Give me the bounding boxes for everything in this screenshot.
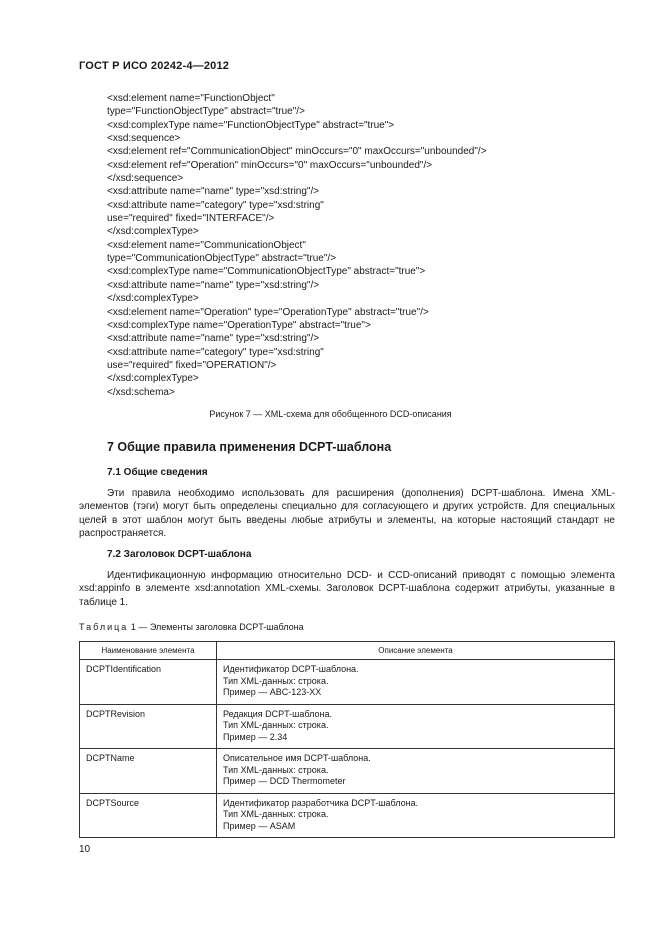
element-description-cell [217,793,615,838]
figure-caption: Рисунок 7 — XML-схема для обобщенного DCD-описания [209,409,452,419]
table-row [80,793,615,838]
description-line: Тип XML-данных: строка. [223,675,329,686]
code-line: </xsd:complexType> [107,373,199,385]
code-line: <xsd:attribute name="name" type="xsd:string"/> [107,186,320,198]
table-caption-prefix: Таблица [79,622,129,632]
code-line: </xsd:complexType> [107,293,199,305]
table-row [80,660,615,705]
code-line: <xsd:complexType name="CommunicationObjectType" abstract="true"> [107,266,426,278]
subsection-heading-7-2: 7.2 Заголовок DCPT-шаблона [107,549,252,560]
code-line: <xsd:attribute name="category" type="xsd:string" [107,199,324,211]
description-line: Пример — ASAM [223,820,296,831]
section-heading: 7 Общие правила применения DCPT-шаблона [107,440,392,454]
element-name-cell: DCPTRevision [80,704,217,749]
table-caption-text: 1 — Элементы заголовка DCPT-шаблона [130,622,304,632]
code-line: <xsd:attribute name="name" type="xsd:string"/> [107,333,320,345]
code-line: type="CommunicationObjectType" abstract="true"/> [107,253,337,265]
column-header-description: Описание элемента [217,642,615,660]
subsection-7-1-text: Эти правила необходимо использовать для расширения (дополнения) DCPT-шаблона. Имена XML- элементов (тэги) могут быть определены специально для согласующего и других устройств. Для специальных целей в этот шаблон могут быть введены любые атрибуты и элементы, на которые настоящий стандарт не распространяется. [79,488,615,540]
code-line: </xsd:complexType> [107,226,199,238]
xml-schema-code [107,92,487,399]
code-line: <xsd:attribute name="name" type="xsd:string"/> [107,279,320,291]
element-description-cell [217,660,615,705]
table-row [80,704,615,749]
code-line: </xsd:sequence> [107,173,184,185]
subsection-7-2-text: Идентификационную информацию относительно DCD- и CCD-описаний приводят с помощью элемента xsd:appinfo в элементе xsd:annotation XML-схемы. Заголовок DCPT-шаблона содержит атрибуты, указанные в таблице 1. [79,570,615,608]
code-line: <xsd:element name="FunctionObject" [107,93,275,104]
description-line: Тип XML-данных: строка. [223,764,329,775]
table-caption [79,622,304,632]
description-line: Идентификатор DCPT-шаблона. [223,664,359,674]
description-line: Пример — DCD Thermometer [223,776,346,786]
header-elements-table [79,641,615,838]
element-name-cell: DCPTIdentification [80,660,217,705]
document-header: ГОСТ Р ИСО 20242-4—2012 [79,60,230,72]
description-line: Пример — 2.34 [223,731,288,742]
description-line: Тип XML-данных: строка. [223,809,329,819]
table-header-row [80,642,615,660]
code-line: </xsd:schema> [107,386,175,398]
code-line: <xsd:sequence> [107,133,181,145]
table-row [80,749,615,794]
description-line: Идентификатор разработчика DCPT-шаблона. [223,797,419,808]
code-line: <xsd:complexType name="FunctionObjectType" abstract="true"> [107,119,395,131]
element-name-cell: DCPTSource [80,793,217,838]
element-description-cell [217,704,615,749]
description-line: Пример — ABC-123-XX [223,687,322,697]
code-line: <xsd:element name="Operation" type="OperationType" abstract="true"/> [107,306,429,318]
description-line: Описательное имя DCPT-шаблона. [223,753,371,763]
code-line: <xsd:complexType name="OperationType" abstract="true"> [107,319,371,331]
column-header-name: Наименование элемента [80,642,217,660]
subsection-heading-7-1: 7.1 Общие сведения [107,467,208,478]
code-line: use="required" fixed="OPERATION"/> [107,359,277,371]
page-number: 10 [79,844,91,855]
element-name-cell: DCPTName [80,749,217,794]
description-line: Тип XML-данных: строка. [223,720,329,730]
code-line: <xsd:element ref="Operation" minOccurs="0" maxOccurs="unbounded"/> [107,159,433,171]
element-description-cell [217,749,615,794]
code-line: type="FunctionObjectType" abstract="true"/> [107,106,305,118]
code-line: <xsd:element ref="CommunicationObject" minOccurs="0" maxOccurs="unbounded"/> [107,146,487,158]
code-line: <xsd:attribute name="category" type="xsd:string" [107,346,324,358]
code-line: <xsd:element name="CommunicationObject" [107,239,306,251]
code-line: use="required" fixed="INTERFACE"/> [107,213,275,225]
description-line: Редакция DCPT-шаблона. [223,708,332,719]
